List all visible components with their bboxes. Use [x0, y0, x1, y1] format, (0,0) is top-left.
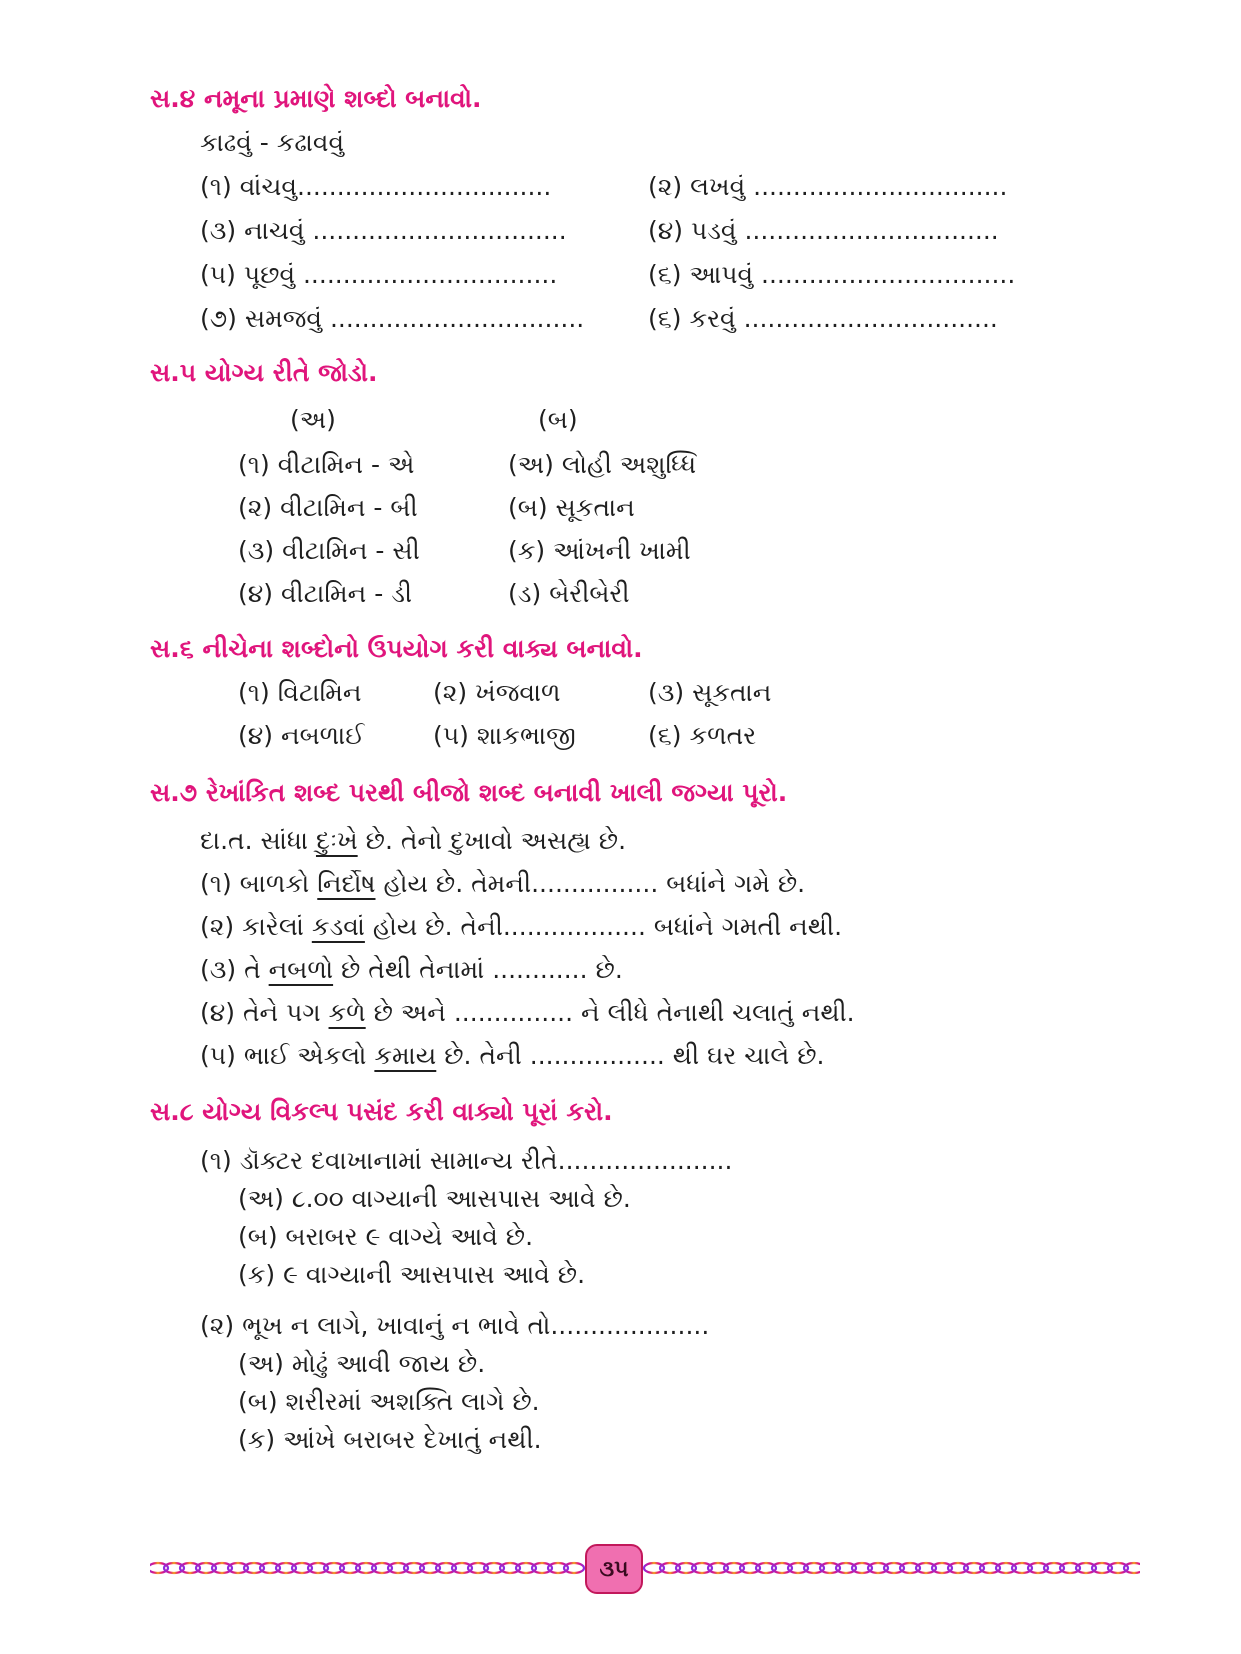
q5-right-3: (ક) આંખની ખામી: [508, 536, 691, 565]
q6-item-1: (૧) વિટામિન: [238, 678, 362, 707]
q7-example: દા.ત. સાંધા દુઃખે છે. તેનો દુખાવો અસહ્ય છે.: [200, 826, 627, 855]
q7-item-4: (૪) તેને પગ કળે છે અને ............... ને લીધે તેનાથી ચલાતું નથી.: [200, 998, 855, 1027]
q6-item-3: (૩) સૂકતાન: [648, 678, 772, 707]
q4-item-5: (૫) પૂછવું ................................: [200, 260, 558, 289]
q4-item-3: (૩) નાચવું ................................: [200, 216, 567, 245]
q5-left-2: (૨) વીટામિન - બી: [238, 493, 418, 522]
q5-right-1: (અ) લોહી અશુધ્ધિ: [508, 450, 697, 479]
q5-left-1: (૧) વીટામિન - એ: [238, 450, 415, 479]
q4-item-4: (૪) પડવું ................................: [648, 216, 999, 245]
q6-title: સ.૬ નીચેના શબ્દોનો ઉપયોગ કરી વાક્ય બનાવો.: [150, 634, 643, 663]
q5-left-3: (૩) વીટામિન - સી: [238, 536, 420, 565]
q5-right-4: (ડ) બેરીબેરી: [508, 579, 630, 608]
q5-left-4: (૪) વીટામિન - ડી: [238, 579, 413, 608]
q8-q1-option-a: (અ) ૮.૦૦ વાગ્યાની આસપાસ આવે છે.: [238, 1184, 631, 1213]
q7-item-3: (૩) તે નબળો છે તેથી તેનામાં ............ છે.: [200, 955, 623, 984]
q4-item-1: (૧) વાંચવુ................................: [200, 172, 552, 201]
q8-q1-option-b: (બ) બરાબર ૯ વાગ્યે આવે છે.: [238, 1222, 534, 1251]
footer-decoration: [150, 1548, 1140, 1588]
chain-border-decoration: [150, 1548, 1140, 1588]
q5-title: સ.૫ યોગ્ય રીતે જોડો.: [150, 358, 378, 387]
q8-q2-option-b: (બ) શરીરમાં અશક્તિ લાગે છે.: [238, 1387, 540, 1416]
page-number: ૩૫: [599, 1556, 629, 1582]
q4-item-2: (૨) લખવું ................................: [648, 172, 1008, 201]
q4-example: કાઢવું - કઢાવવું: [200, 128, 345, 157]
q6-item-2: (૨) ખંજવાળ: [433, 678, 561, 707]
q6-item-5: (૫) શાકભાજી: [433, 721, 576, 750]
q5-right-2: (બ) સૂકતાન: [508, 493, 635, 522]
q7-item-2: (૨) કારેલાં કડવાં હોય છે. તેની.................. બધાંને ગમતી નથી.: [200, 912, 843, 941]
q8-question-2: (૨) ભૂખ ન લાગે, ખાવાનું ન ભાવે તો....................: [200, 1311, 710, 1340]
q5-col-a-header: (અ): [290, 405, 336, 434]
q4-item-6: (૬) આપવું ................................: [648, 260, 1016, 289]
q4-title: સ.૪ નમૂના પ્રમાણે શબ્દો બનાવો.: [150, 84, 482, 113]
page-number-badge: [585, 1544, 643, 1594]
q7-item-1: (૧) બાળકો નિર્દોષ હોય છે. તેમની................ બધાંને ગમે છે.: [200, 869, 806, 898]
q8-q2-option-a: (અ) મોઢું આવી જાય છે.: [238, 1349, 486, 1378]
q4-item-8: (૬) કરવું ................................: [648, 304, 998, 333]
q7-title: સ.૭ રેખાંકિત શબ્દ પરથી બીજો શબ્દ બનાવી ખાલી જગ્યા પૂરો.: [150, 778, 788, 807]
q4-item-7: (૭) સમજવું ................................: [200, 304, 585, 333]
q8-q2-option-c: (ક) આંખે બરાબર દેખાતું નથી.: [238, 1425, 542, 1454]
q7-item-5: (૫) ભાઈ એકલો કમાય છે. તેની ................. થી ઘર ચાલે છે.: [200, 1041, 825, 1070]
q8-q1-option-c: (ક) ૯ વાગ્યાની આસપાસ આવે છે.: [238, 1260, 586, 1289]
q6-item-6: (૬) કળતર: [648, 721, 757, 750]
chain-link: [1124, 1563, 1140, 1573]
q5-col-b-header: (બ): [538, 405, 578, 434]
q8-question-1: (૧) ડૉક્ટર દવાખાનામાં સામાન્ય રીતે......................: [200, 1146, 733, 1175]
q8-title: સ.૮ યોગ્ય વિકલ્પ પસંદ કરી વાક્યો પૂરાં કરો.: [150, 1097, 613, 1126]
q6-item-4: (૪) નબળાઈ: [238, 721, 365, 750]
